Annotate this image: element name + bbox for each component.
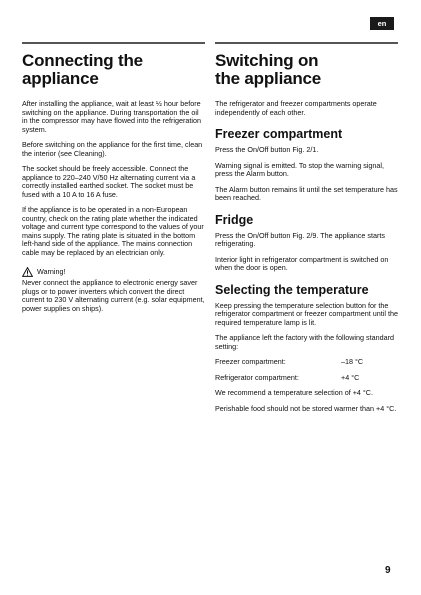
temperature-heading: Selecting the temperature [215,282,369,297]
freezer-heading: Freezer compartment [215,127,343,141]
freezer-paragraph-3: The Alarm button remains lit until the set temperature has been reached. [215,184,398,202]
temperature-paragraph-2: The appliance left the factory with the following standard setting: [215,333,394,351]
page-number: 9 [385,565,391,576]
switching-on-section [215,42,398,420]
language-tab: en [370,17,394,30]
freezer-paragraph-2: Warning signal is emitted. To stop the warning signal, press the Alarm button. [215,160,384,178]
section-rule [22,42,205,44]
section-rule [215,42,398,44]
title-line-1: Connecting the [22,51,143,70]
paragraph-socket: The socket should be freely accessible. Connect the appliance to 220–240 V/50 Hz alternating current via a correctly installed earthed socket. The socket must be fused with a 10 A to 16 A fuse. [22,164,196,199]
freezer-setting-value: –18 °C [341,357,364,366]
connecting-section [22,42,205,320]
section-title [215,52,398,88]
paragraph-clean: Before switching on the appliance for the first time, clean the interior (see Cleaning). [22,140,203,158]
title-line-2: the appliance [215,69,322,88]
warning-heading [22,267,205,277]
fridge-setting-label: Refrigerator compartment: [215,372,299,382]
warning-text: Never connect the appliance to electronic energy saver plugs or to power inverters which convert the direct current to 230 V alternating current (e.g. solar equipment, power supplies on ships). [22,278,205,313]
freezer-paragraph-1: Press the On/Off button Fig. 2/1. [215,145,319,154]
warning-label: Warning! [37,266,66,276]
fridge-paragraph-1: Press the On/Off button Fig. 2/9. The appliance starts refrigerating. [215,230,385,248]
title-line-1: Switching on [215,51,319,70]
fridge-setting-value: +4 °C [341,372,360,382]
temperature-paragraph-1: Keep pressing the temperature selection button for the refrigerator compartment or freezer compartment until the required temperature lamp is lit. [215,300,398,327]
temperature-paragraph-4: Perishable food should not be stored warmer than +4 °C. [215,403,397,413]
title-line-2: appliance [22,69,99,88]
temperature-paragraph-3: We recommend a temperature selection of +4 °C. [215,388,373,397]
paragraph-wait: After installing the appliance, wait at least ½ hour before switching on the appliance. During transportation the oil in the compressor may have flowed into the refrigeration system. [22,99,201,134]
fridge-heading: Fridge [215,212,254,227]
fridge-setting-row [215,374,398,383]
section-title [22,52,205,88]
paragraph-non-european: If the appliance is to be operated in a non-European country, check on the rating plate whether the indicated voltage and current type correspond to the values of your mains supply. The rating plate is situated in the bottom left-hand side of the appliance. The mains connection cable may be replaced by an electrician only. [22,205,204,257]
paragraph-intro: The refrigerator and freezer compartments operate independently of each other. [215,99,377,117]
freezer-setting-label: Freezer compartment: [215,357,286,366]
warning-triangle-icon [22,267,33,277]
freezer-setting-row [215,358,398,367]
fridge-paragraph-2: Interior light in refrigerator compartment is switched on when the door is open. [215,254,389,272]
